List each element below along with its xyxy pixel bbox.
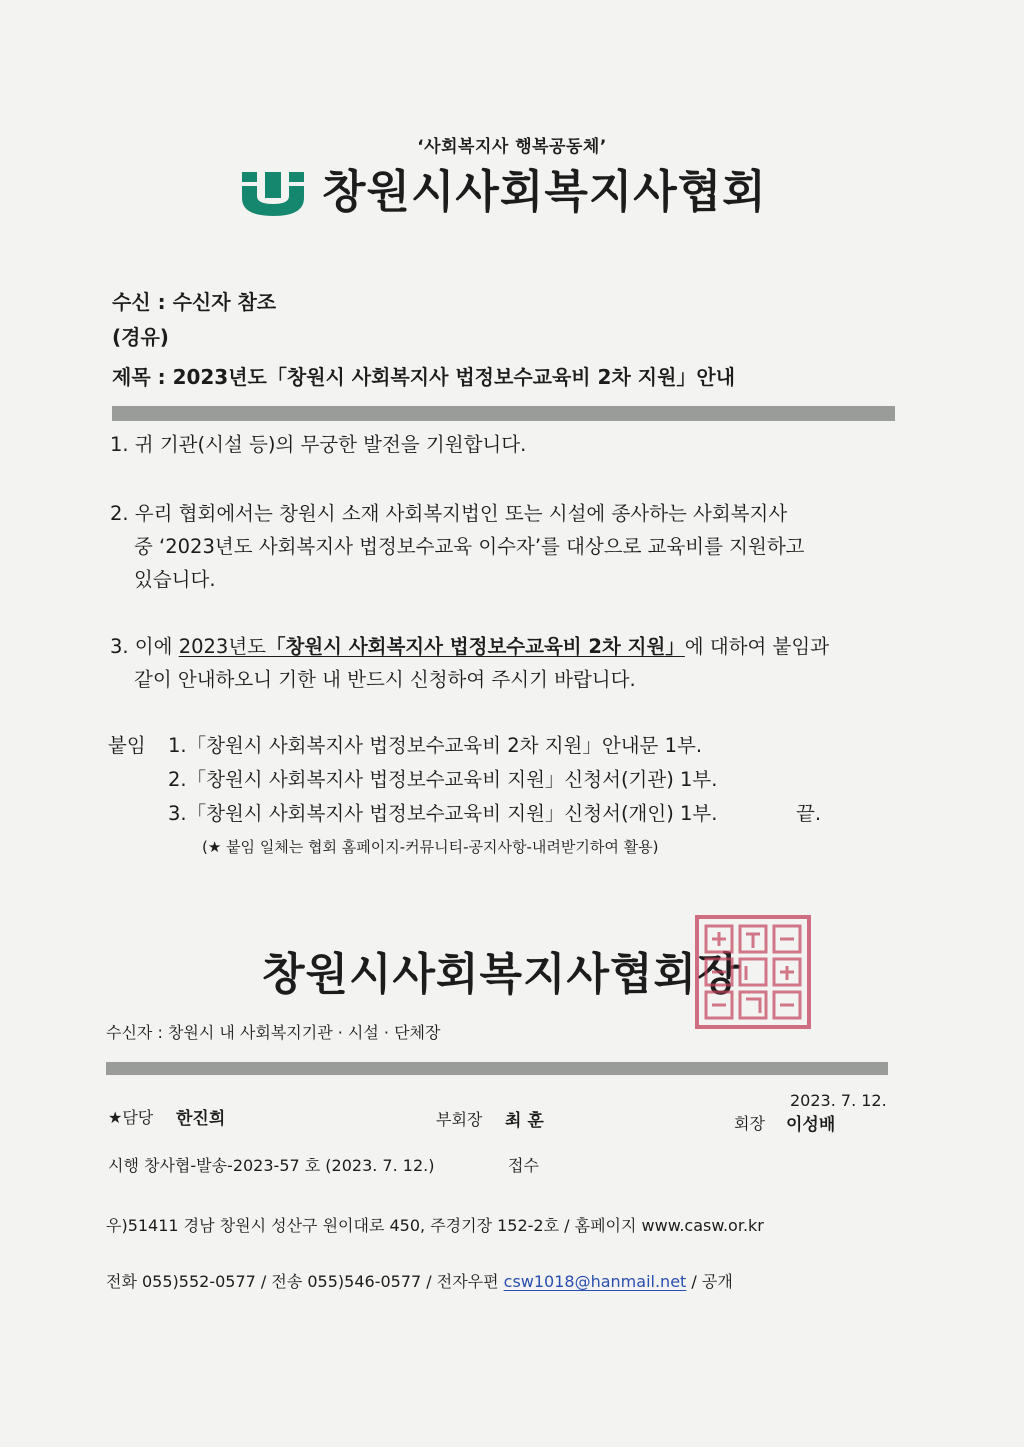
paragraph-2-line-3: 있습니다. [134, 568, 216, 591]
paragraph-3-prefix: 3. 이에 [110, 635, 179, 658]
attachment-note: (★ 붙임 일체는 협회 홈페이지-커뮤니티-공지사항-내려받기하여 활용) [202, 838, 659, 856]
contact-line [106, 1269, 733, 1292]
staff-label: ★담당 [108, 1108, 154, 1127]
receivers-line: 수신자 : 창원시 내 사회복지기관 · 시설 · 단체장 [106, 1023, 441, 1042]
footer-divider [106, 1062, 888, 1075]
email-link[interactable]: csw1018@hanmail.net [503, 1272, 687, 1291]
organization-title: 창원시사회복지사협회 [322, 165, 767, 218]
slogan: ‘사회복지사 행복공동체’ [417, 137, 607, 157]
association-logo-icon [242, 170, 304, 216]
via-line: (경유) [112, 325, 169, 349]
paragraph-3-underlined-title: 「창원시 사회복지사 법정보수교육비 2차 지원」 [266, 635, 685, 658]
vice-president-name: 최 훈 [505, 1111, 544, 1131]
sender-title: 창원시사회복지사협회장 [262, 949, 741, 1000]
recipient-line: 수신 : 수신자 참조 [112, 290, 277, 314]
header-divider [112, 406, 895, 421]
address-line: 우)51411 경남 창원시 성산구 원이대로 450, 주경기장 152-2호 / 홈페이지 www.casw.or.kr [106, 1216, 764, 1235]
paragraph-1: 1. 귀 기관(시설 등)의 무궁한 발전을 기원합니다. [110, 433, 527, 456]
enforcement-line: 시행 창사협-발송-2023-57 호 (2023. 7. 12.) [108, 1156, 435, 1175]
attachment-item-2: 2.「창원시 사회복지사 법정보수교육비 지원」신청서(기관) 1부. [168, 768, 718, 791]
document-date: 2023. 7. 12. [790, 1091, 887, 1110]
attachment-label: 붙임 [108, 734, 146, 757]
staff-name: 한진희 [176, 1109, 226, 1129]
vice-president-label: 부회장 [436, 1110, 483, 1129]
end-mark: 끝. [796, 802, 822, 825]
subject-line: 제목 : 2023년도「창원시 사회복지사 법정보수교육비 2차 지원」안내 [112, 365, 736, 389]
contact-suffix: / 공개 [686, 1272, 733, 1291]
contact-prefix: 전화 055)552-0577 / 전송 055)546-0577 / 전자우편 [106, 1272, 504, 1291]
receipt-label: 접수 [508, 1156, 539, 1175]
president-label: 회장 [734, 1114, 765, 1133]
paragraph-3-suffix: 에 대하여 붙임과 [684, 635, 830, 658]
paragraph-2-line-1: 2. 우리 협회에서는 창원시 소재 사회복지법인 또는 시설에 종사하는 사회복지사 [110, 502, 788, 525]
paragraph-3-line-2: 같이 안내하오니 기한 내 반드시 신청하여 주시기 바랍니다. [134, 668, 636, 691]
president-name: 이성배 [786, 1115, 836, 1135]
official-seal-icon [694, 914, 812, 1030]
paragraph-2-line-2: 중 ‘2023년도 사회복지사 법정보수교육 이수자’를 대상으로 교육비를 지원하고 [134, 535, 805, 558]
paragraph-3 [110, 630, 900, 696]
paragraph-2 [110, 497, 900, 596]
attachment-item-1: 1.「창원시 사회복지사 법정보수교육비 2차 지원」안내문 1부. [168, 734, 703, 757]
attachment-item-3: 3.「창원시 사회복지사 법정보수교육비 지원」신청서(개인) 1부. [168, 802, 718, 825]
paragraph-3-underlined-year: 2023년도 [178, 635, 266, 658]
